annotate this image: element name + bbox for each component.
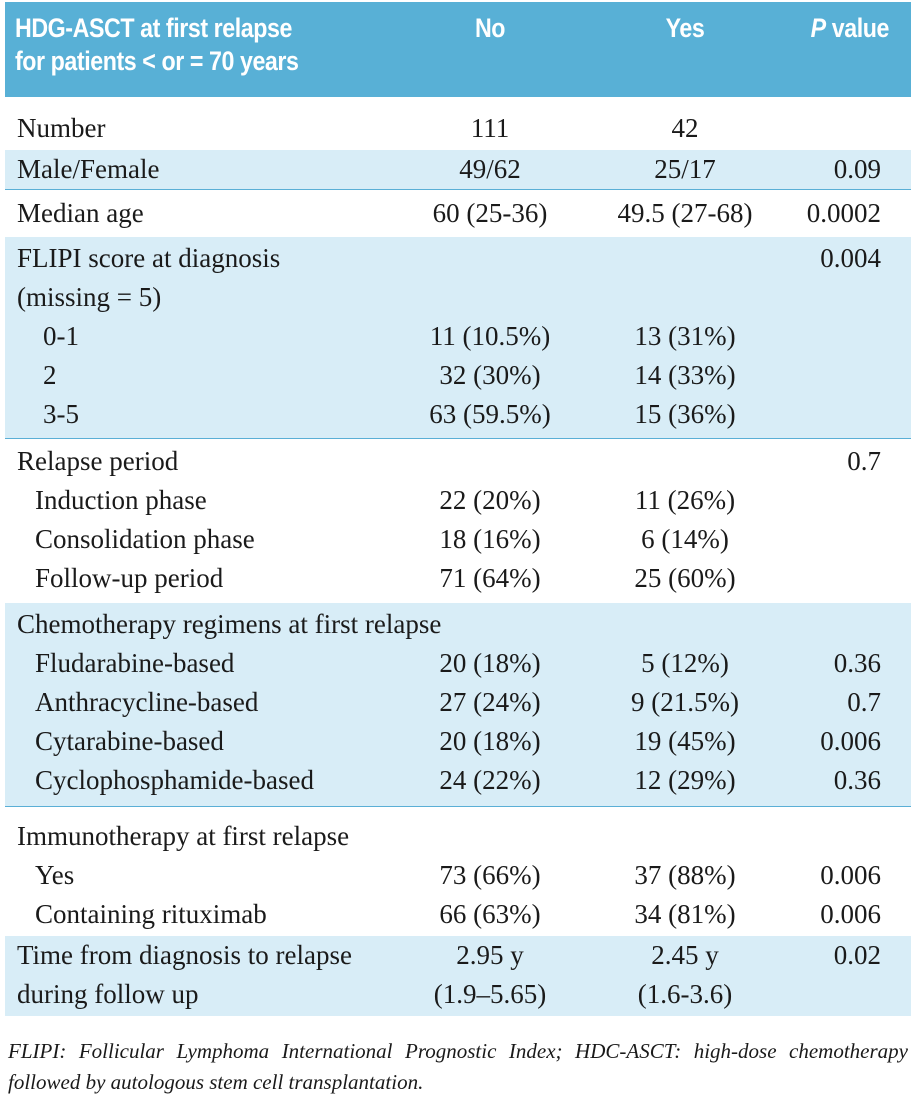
- cell-yes: 9 (21.5%): [631, 687, 739, 717]
- cell-yes: 14 (33%): [634, 360, 736, 390]
- cell-p: 0.36: [833, 648, 881, 678]
- cell-no-range: (1.9–5.65): [433, 979, 547, 1009]
- chemo-item: [5, 683, 911, 722]
- cell-no: 27 (24%): [439, 687, 541, 717]
- cell-yes: 12 (29%): [634, 765, 736, 795]
- cell-yes: 15 (36%): [634, 399, 736, 429]
- row-flipi: [5, 237, 911, 438]
- header-p-rest: value: [825, 13, 889, 43]
- cell-yes: 34 (81%): [634, 899, 736, 929]
- cell-no: 18 (16%): [439, 524, 541, 554]
- relapse-item: [5, 520, 911, 559]
- row-label: Yes: [35, 860, 75, 890]
- flipi-item: [5, 395, 911, 434]
- cell-no: 66 (63%): [439, 899, 541, 929]
- row-label: Anthracycline-based: [35, 687, 259, 717]
- cell-p: 0.36: [833, 765, 881, 795]
- row-label: Male/Female: [17, 154, 160, 184]
- cell-no: 49/62: [459, 154, 521, 184]
- cell-p: 0.004: [820, 243, 881, 273]
- row-label: 2: [43, 360, 57, 390]
- row-label: Fludarabine-based: [35, 648, 235, 678]
- cell-p: 0.006: [820, 860, 881, 890]
- row-label: Number: [17, 113, 106, 143]
- cell-no: 22 (20%): [439, 485, 541, 515]
- cell-no: 111: [470, 113, 510, 143]
- chemo-item: [5, 644, 911, 683]
- cell-no: 63 (59.5%): [429, 399, 551, 429]
- cell-p: 0.006: [820, 899, 881, 929]
- cell-no: 71 (64%): [439, 563, 541, 593]
- header-p-italic: P: [810, 13, 826, 43]
- row-label: Induction phase: [35, 485, 207, 515]
- cell-p: 0.006: [820, 726, 881, 756]
- cell-no: 20 (18%): [439, 726, 541, 756]
- cell-yes: 13 (31%): [634, 321, 736, 351]
- header-line-2: for patients < or = 70 years: [15, 46, 299, 76]
- header-no: No: [474, 13, 506, 43]
- cell-yes: 5 (12%): [641, 648, 729, 678]
- chemo-item: [5, 761, 911, 800]
- header-group-label: [15, 12, 342, 78]
- cell-no: 20 (18%): [439, 648, 541, 678]
- row-sublabel: during follow up: [17, 979, 199, 1009]
- table-footnote: FLIPI: Follicular Lymphoma International Prognostic Index; HDC-ASCT: high-dose chemotherapy followed by autologous stem cell transplantation.: [8, 1039, 908, 1094]
- header-yes: Yes: [665, 13, 705, 43]
- row-label: Time from diagnosis to relapse: [17, 940, 352, 970]
- row-label: Relapse period: [17, 446, 179, 476]
- row-label: 3-5: [43, 399, 79, 429]
- row-number: [5, 97, 911, 150]
- cell-yes: 6 (14%): [641, 524, 729, 554]
- cell-no: 11 (10.5%): [429, 321, 551, 351]
- relapse-item: [5, 481, 911, 520]
- row-label: Consolidation phase: [35, 524, 255, 554]
- row-time: [5, 936, 911, 1016]
- cell-p: 0.7: [847, 446, 881, 476]
- flipi-item: [5, 356, 911, 395]
- row-label: Median age: [17, 198, 144, 228]
- row-label: Follow-up period: [35, 563, 224, 593]
- row-chemo: [5, 603, 911, 806]
- cell-no: 60 (25-36): [432, 198, 548, 228]
- header-line-1: HDG-ASCT at first relapse: [15, 13, 292, 43]
- row-label: Containing rituximab: [35, 899, 267, 929]
- header-p-value: [786, 12, 889, 45]
- cell-no: 2.95 y: [456, 940, 524, 970]
- relapse-item: [5, 559, 911, 598]
- row-label: Immunotherapy at first relapse: [17, 821, 350, 851]
- cell-p: 0.09: [833, 154, 881, 184]
- immuno-item: [5, 895, 911, 934]
- row-sublabel: (missing = 5): [17, 282, 162, 312]
- flipi-item: [5, 317, 911, 356]
- results-table: [5, 2, 911, 1016]
- chemo-item: [5, 722, 911, 761]
- row-label: 0-1: [43, 321, 79, 351]
- cell-yes: 11 (26%): [634, 485, 736, 515]
- cell-yes: 37 (88%): [634, 860, 736, 890]
- cell-yes: 2.45 y: [651, 940, 719, 970]
- cell-yes: 42: [671, 113, 699, 143]
- table-header: [5, 2, 911, 97]
- cell-yes: 49.5 (27-68): [617, 198, 753, 228]
- row-label: FLIPI score at diagnosis: [17, 243, 281, 273]
- row-relapse: [5, 438, 911, 603]
- cell-yes: 25/17: [654, 154, 716, 184]
- cell-p: 0.02: [833, 940, 881, 970]
- cell-no: 24 (22%): [439, 765, 541, 795]
- cell-yes-range: (1.6-3.6): [637, 979, 733, 1009]
- row-immuno: [5, 806, 911, 936]
- row-label: Cyclophosphamide-based: [35, 765, 314, 795]
- cell-no: 32 (30%): [439, 360, 541, 390]
- cell-no: 73 (66%): [439, 860, 541, 890]
- cell-p: 0.0002: [806, 198, 881, 228]
- immuno-item: [5, 856, 911, 895]
- row-label: Chemotherapy regimens at first relapse: [17, 609, 442, 639]
- row-label: Cytarabine-based: [35, 726, 224, 756]
- row-age: [5, 189, 911, 237]
- row-sex: [5, 150, 911, 189]
- cell-p: 0.7: [847, 687, 881, 717]
- cell-yes: 25 (60%): [634, 563, 736, 593]
- cell-yes: 19 (45%): [634, 726, 736, 756]
